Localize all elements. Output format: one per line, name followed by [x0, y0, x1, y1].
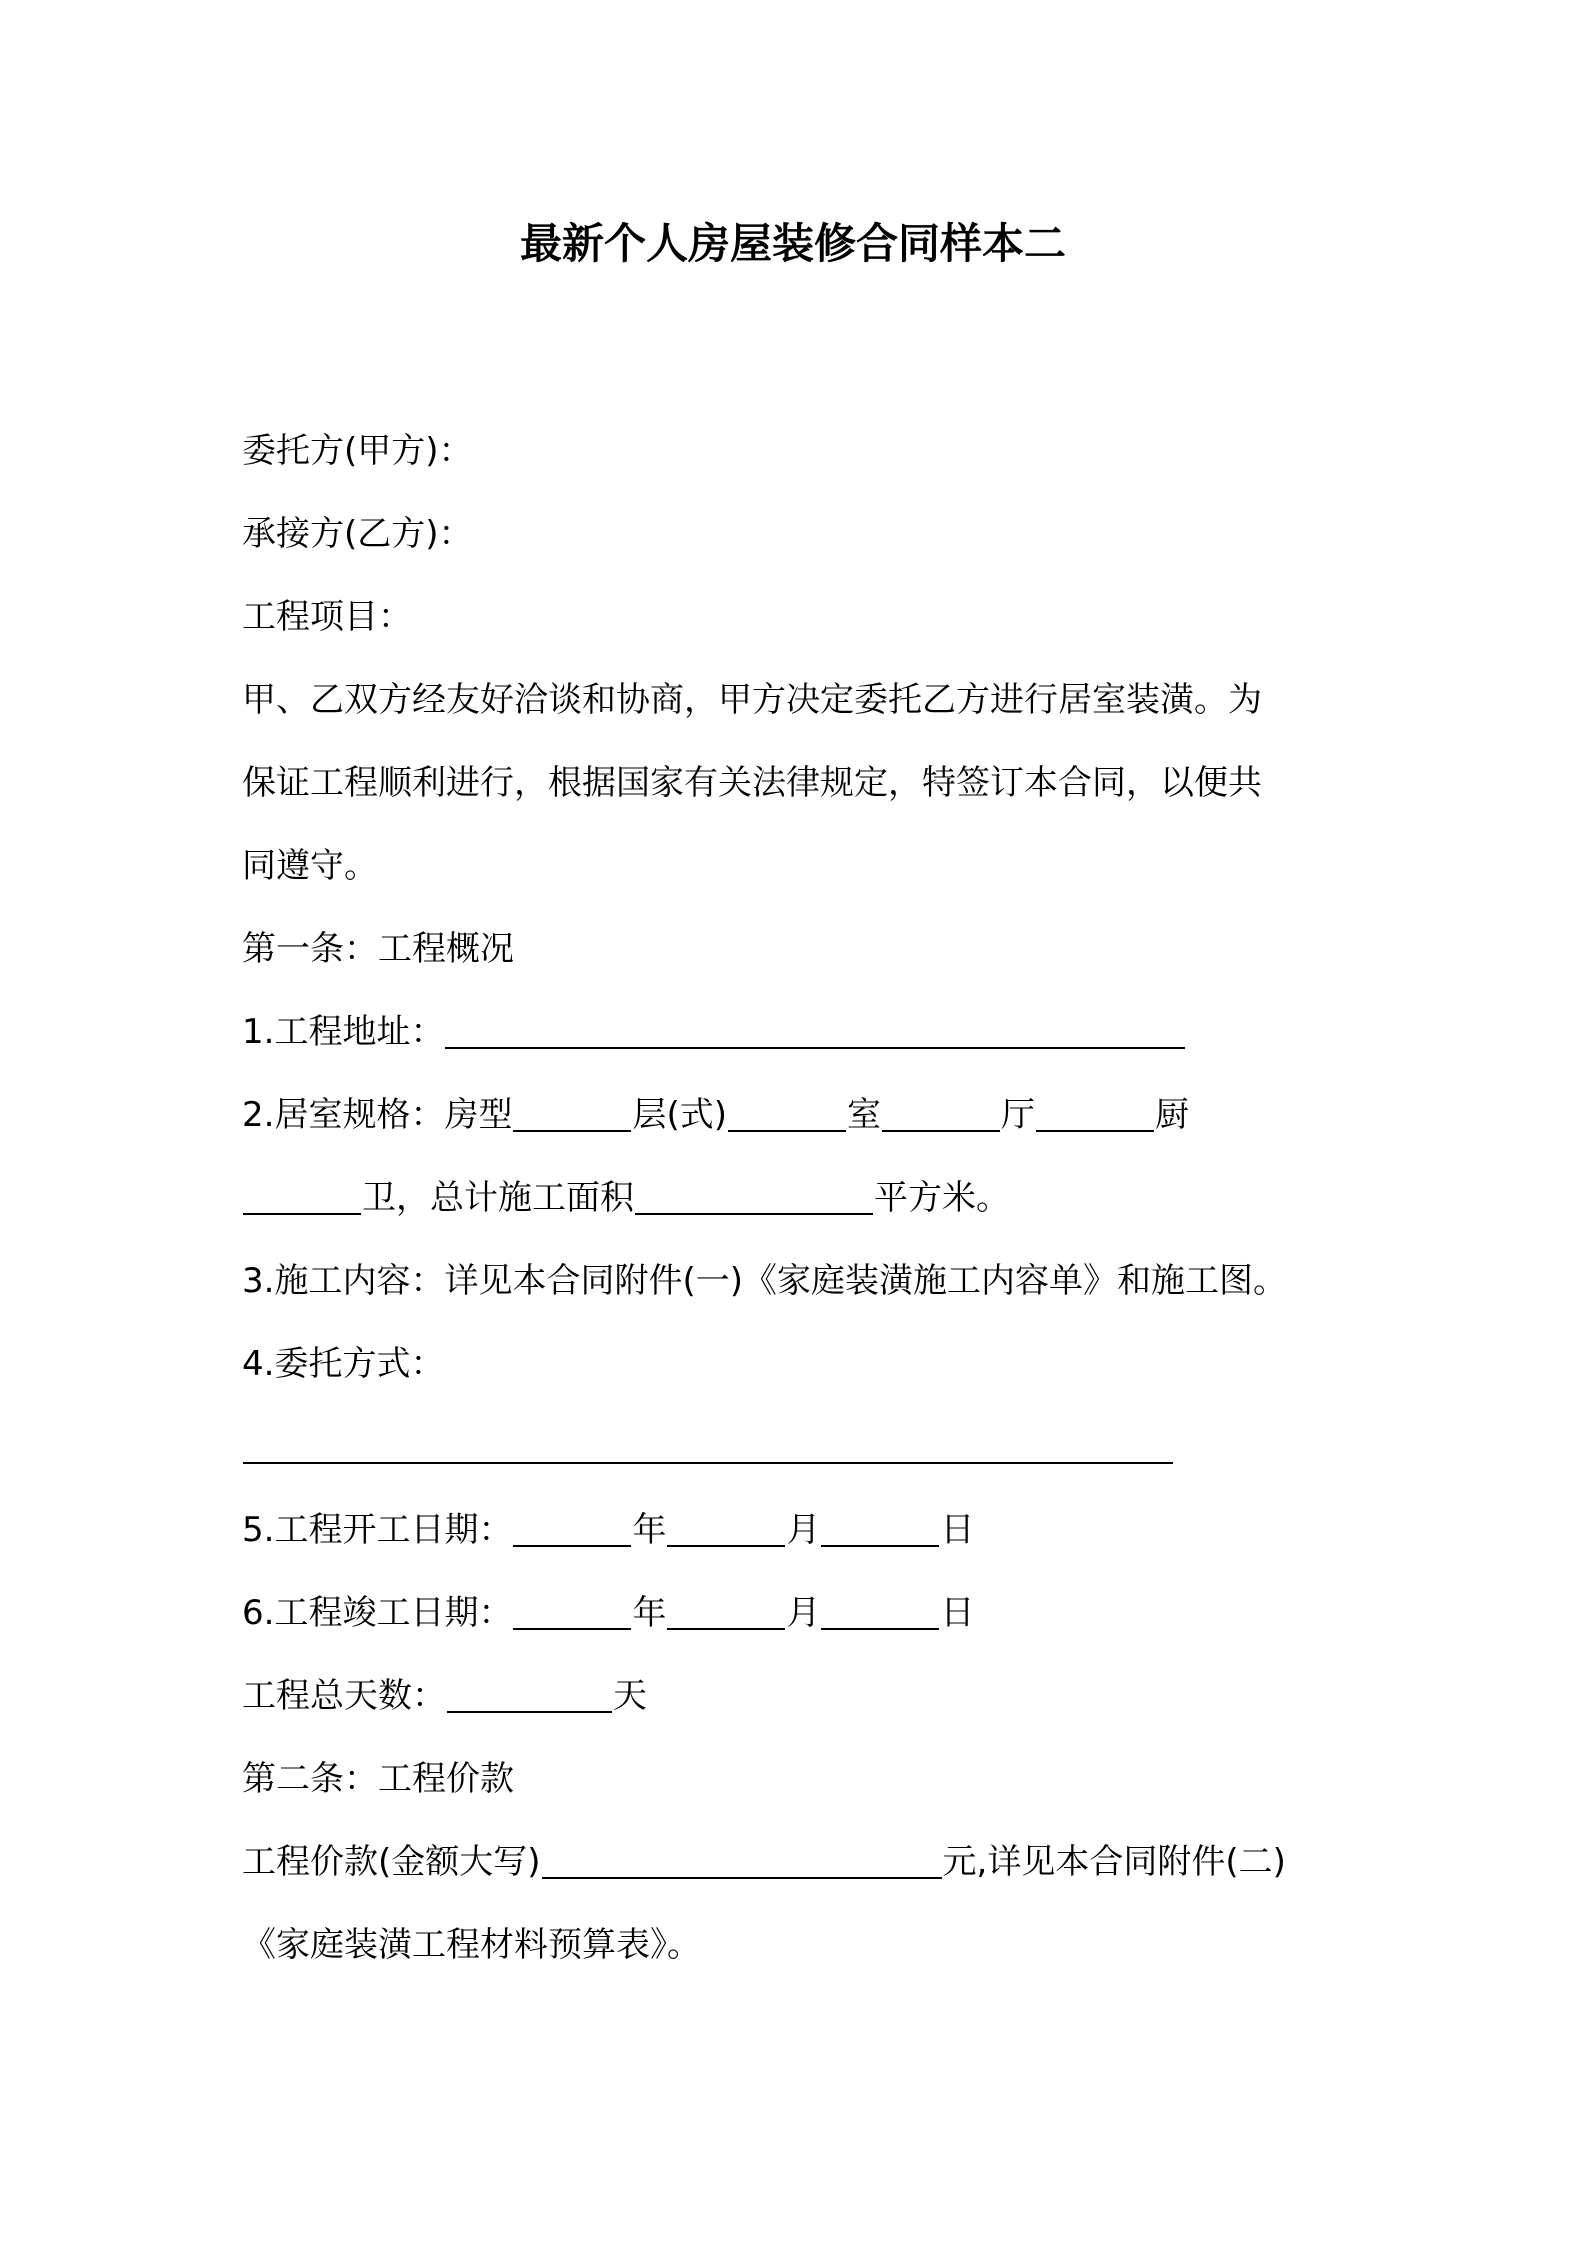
- address-blank[interactable]: [445, 1017, 1185, 1049]
- content-line: 3.施工内容：详见本合同附件(一)《家庭装潢施工内容单》和施工图。: [242, 1261, 1287, 1301]
- price-line: [242, 1821, 1362, 1904]
- price-line-2: 《家庭装潢工程材料预算表》。: [242, 1925, 701, 1965]
- room-label: 室: [846, 1095, 881, 1135]
- hall-blank[interactable]: [882, 1100, 1000, 1132]
- project-label: 工程项目：: [242, 597, 412, 637]
- start-year-blank[interactable]: [513, 1515, 631, 1547]
- end-day-blank[interactable]: [821, 1598, 939, 1630]
- party-b-line: [242, 493, 1362, 576]
- floor-label: 层(式): [632, 1095, 727, 1135]
- intro-line: 同遵守。: [242, 846, 378, 886]
- price-suffix: 元,详见本合同附件(二): [942, 1842, 1286, 1882]
- bath-area-label: 卫，总计施工面积: [362, 1178, 634, 1218]
- month-label: 月: [786, 1510, 821, 1550]
- bath-blank[interactable]: [243, 1183, 361, 1215]
- house-type-blank[interactable]: [513, 1100, 631, 1132]
- total-days-line: [242, 1655, 1362, 1738]
- price-label: 工程价款(金额大写): [242, 1842, 541, 1882]
- end-year-blank[interactable]: [513, 1598, 631, 1630]
- price-blank[interactable]: [542, 1847, 942, 1879]
- day-label: 日: [940, 1510, 975, 1550]
- start-date-line: [242, 1489, 1362, 1572]
- house-type-label: 房型: [444, 1095, 513, 1135]
- spec-line-2: [242, 1157, 1362, 1240]
- year-label: 年: [632, 1593, 667, 1633]
- days-unit: 天: [613, 1676, 647, 1716]
- intro-line: 甲、乙双方经友好洽谈和协商，甲方决定委托乙方进行居室装潢。为: [242, 680, 1262, 720]
- kitchen-blank[interactable]: [1036, 1100, 1154, 1132]
- method-line: [242, 1323, 1362, 1406]
- area-blank[interactable]: [635, 1183, 873, 1215]
- hall-label: 厅: [1000, 1095, 1035, 1135]
- start-day-blank[interactable]: [821, 1515, 939, 1547]
- start-month-blank[interactable]: [667, 1515, 785, 1547]
- method-blank[interactable]: [243, 1432, 1173, 1464]
- method-blank-line: [242, 1406, 1362, 1489]
- spec-label: 2.居室规格：: [242, 1095, 445, 1135]
- room-blank[interactable]: [728, 1100, 846, 1132]
- method-label: 4.委托方式：: [242, 1344, 445, 1384]
- article-2-heading: 第二条：工程价款: [242, 1759, 514, 1799]
- project-line: [242, 576, 1362, 659]
- end-month-blank[interactable]: [667, 1598, 785, 1630]
- start-date-label: 5.工程开工日期：: [242, 1510, 513, 1550]
- kitchen-label: 厨: [1154, 1095, 1189, 1135]
- spec-line: [242, 1074, 1362, 1157]
- year-label: 年: [632, 1510, 667, 1550]
- month-label: 月: [786, 1593, 821, 1633]
- day-label: 日: [940, 1593, 975, 1633]
- end-date-label: 6.工程竣工日期：: [242, 1593, 513, 1633]
- total-days-blank[interactable]: [447, 1681, 612, 1713]
- total-days-label: 工程总天数：: [242, 1676, 446, 1716]
- document-title: 最新个人房屋装修合同样本二: [519, 219, 1066, 268]
- party-a-label: 委托方(甲方)：: [242, 431, 473, 471]
- address-line: [242, 991, 1362, 1074]
- party-b-label: 承接方(乙方)：: [242, 514, 473, 554]
- end-date-line: [242, 1572, 1362, 1655]
- area-unit: 平方米。: [874, 1178, 1010, 1218]
- article-1-heading: 第一条：工程概况: [242, 929, 514, 969]
- contract-body: [242, 410, 1362, 1987]
- party-a-line: [242, 410, 1362, 493]
- address-label: 1.工程地址：: [242, 1012, 445, 1052]
- intro-line: 保证工程顺利进行，根据国家有关法律规定，特签订本合同，以便共: [242, 763, 1262, 803]
